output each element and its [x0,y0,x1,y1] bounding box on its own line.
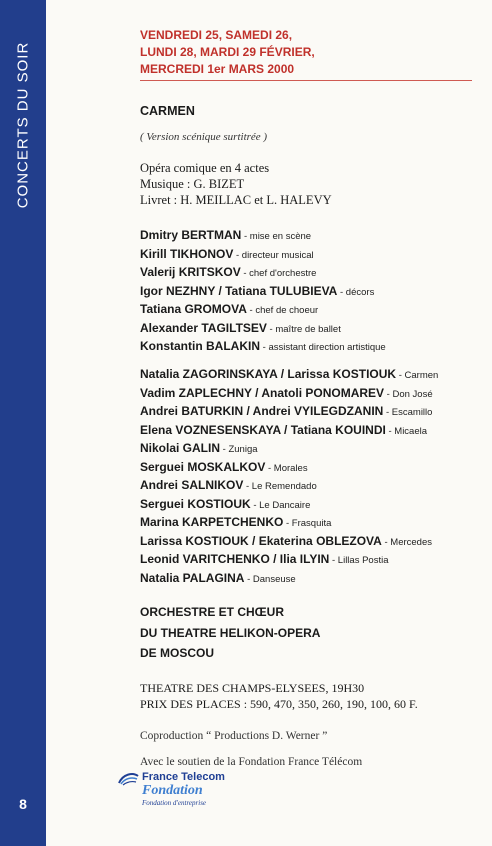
cast-row [140,384,438,403]
performance-dates [140,27,315,78]
sidebar-band [0,0,46,846]
cast-role: - Carmen [396,370,439,381]
credit-row [140,337,386,356]
venue-info [140,680,418,712]
orchestra-heading [140,602,320,664]
cast-row [140,476,438,495]
work-title: CARMEN [140,104,195,118]
cast-role: - Zuniga [220,444,258,455]
venue-line: THEATRE DES CHAMPS-ELYSEES, 19H30 [140,681,365,695]
credit-name: Igor NEZHNY / Tatiana TULUBIEVA [140,283,338,298]
date-line: VENDREDI 25, SAMEDI 26, [140,28,293,42]
credit-row [140,263,386,282]
credit-name: Tatiana GROMOVA [140,302,247,316]
credit-row [140,319,386,338]
cast-row [140,495,438,514]
logo-foundation: Fondation [142,783,203,798]
cast-role: - Micaela [385,425,428,437]
credit-name: Kirill TIKHONOV [140,246,234,261]
date-line: LUNDI 28, MARDI 29 FÉVRIER, [140,45,315,59]
cast-role: - Don José [384,388,433,400]
credit-name: Valerij KRITSKOV [140,265,241,279]
cast-name: Larissa KOSTIOUK / Ekaterina OBLEZOVA [140,533,382,548]
cast-row [140,458,438,477]
cast-row [140,550,438,569]
credit-name: Konstantin BALAKIN [140,339,260,353]
cast-role: - Le Remendado [243,481,317,492]
cast-name: Andrei SALNIKOV [140,478,244,492]
france-telecom-foundation-logo [117,770,237,810]
cast-role: - Frasquita [283,518,332,529]
date-line: MERCREDI 1er MARS 2000 [140,62,295,76]
version-note: ( Version scénique surtitrée ) [140,131,268,143]
cast-row [140,402,438,421]
cast-role: - Danseuse [244,573,296,585]
orchestra-line: ORCHESTRE ET CHŒUR [140,605,285,619]
support-note: Avec le soutien de la Fondation France Télécom [140,756,363,768]
cast-name: Natalia ZAGORINSKAYA / Larissa KOSTIOUK [140,367,397,381]
logo-subtitle: Fondation d'entreprise [142,799,207,807]
credit-role: - mise en scène [241,231,312,242]
work-info-line: Opéra comique en 4 actes [140,161,270,175]
credit-role: - assistant direction artistique [260,342,386,353]
cast-name: Serguei KOSTIOUK [140,496,251,511]
cast-list [140,365,438,587]
credit-row [140,282,386,301]
cast-row [140,421,438,440]
coproduction-note: Coproduction “ Productions D. Werner ” [140,730,328,742]
cast-row [140,532,438,551]
cast-row [140,569,438,588]
work-info [140,160,332,208]
work-info-line: Livret : H. MEILLAC et L. HALEVY [140,193,332,207]
cast-role: - Le Dancaire [250,499,311,511]
cast-name: Andrei BATURKIN / Andrei VYILEGDZANIN [140,404,384,418]
logo-company: France Telecom [142,771,225,783]
cast-role: - Escamillo [383,407,433,418]
credit-role: - directeur musical [233,249,314,261]
cast-name: Marina KARPETCHENKO [140,515,284,529]
production-team-list [140,226,386,356]
globe-swoosh-icon [117,772,139,786]
credit-name: Dmitry BERTMAN [140,228,242,242]
orchestra-line: DE MOSCOU [140,646,215,660]
credit-role: - décors [337,286,375,298]
cast-name: Elena VOZNESENSKAYA / Tatiana KOUINDI [140,422,386,437]
cast-role: - Mercedes [381,536,432,548]
cast-name: Leonid VARITCHENKO / Ilia ILYIN [140,552,330,566]
header-divider [140,80,472,81]
credit-row [140,245,386,264]
credit-role: - chef de choeur [246,305,319,316]
cast-row [140,365,438,384]
section-title: CONCERTS DU SOIR [14,41,32,209]
page-number: 8 [19,796,27,812]
cast-name: Vadim ZAPLECHNY / Anatoli PONOMAREV [140,385,385,400]
credit-row [140,226,386,245]
credit-name: Alexander TAGILTSEV [140,320,267,335]
cast-row [140,513,438,532]
cast-row [140,439,438,458]
cast-name: Natalia PALAGINA [140,570,245,585]
work-info-line: Musique : G. BIZET [140,177,245,191]
cast-role: - Morales [265,462,308,474]
cast-name: Serguei MOSKALKOV [140,459,266,474]
orchestra-line: DU THEATRE HELIKON-OPERA [140,625,321,640]
credit-row [140,300,386,319]
credit-role: - maître de ballet [266,323,341,335]
credit-role: - chef d'orchestre [240,268,317,279]
prices-line: PRIX DES PLACES : 590, 470, 350, 260, 190, 100, 60 F. [140,697,418,711]
cast-role: - Lillas Postia [329,555,389,566]
cast-name: Nikolai GALIN [140,441,221,455]
